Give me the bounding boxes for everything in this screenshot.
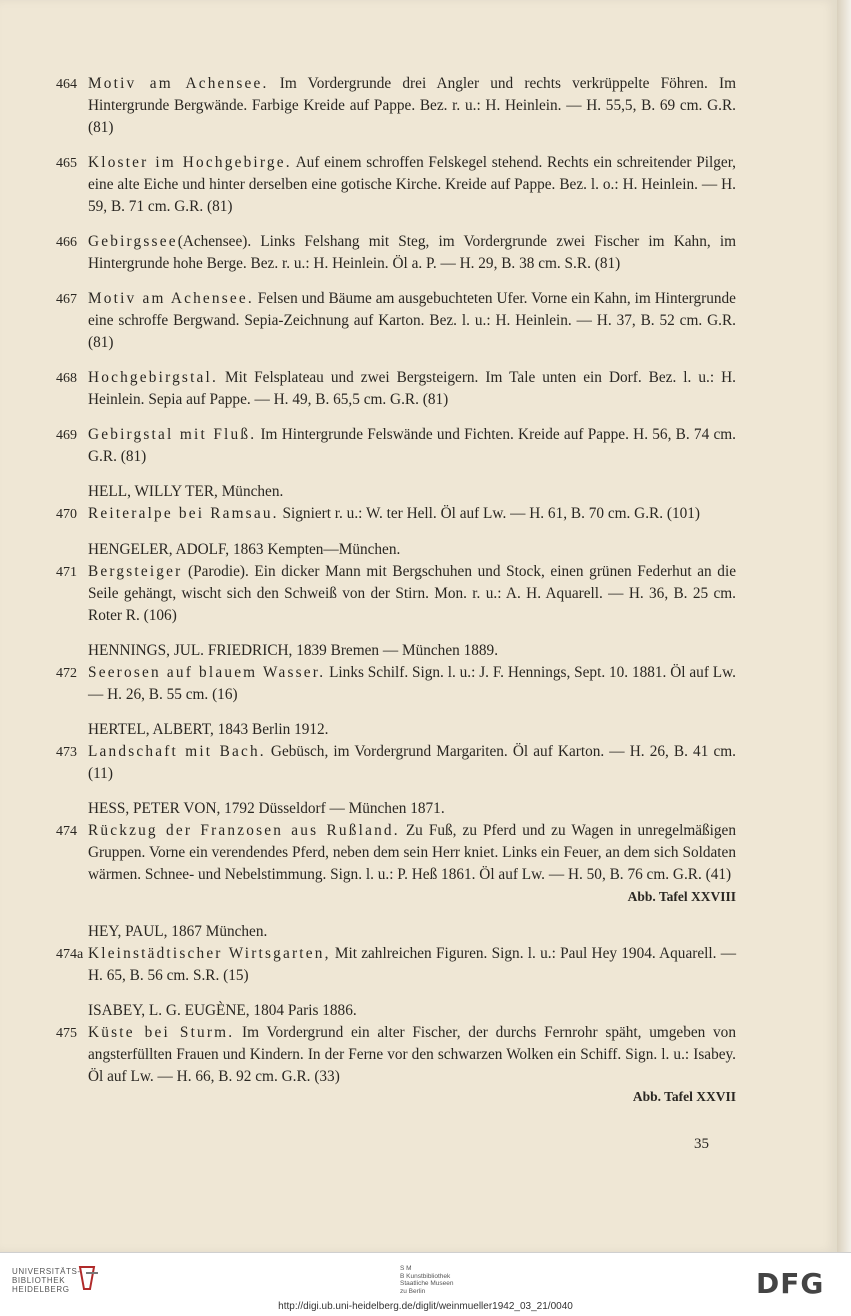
entry-number: 469: [56, 428, 77, 443]
entry-title: Gebirgstal mit Fluß.: [88, 426, 257, 443]
catalog-entry: [56, 288, 736, 354]
entry-text: Links Schilf. Sign. l. u.: J. F. Hennings, Sept. 10. 1881. Öl auf Lw. — H. 26, B. 55 cm. (16): [88, 664, 736, 703]
catalog-entry: [56, 1022, 736, 1108]
catalog-entry: [56, 503, 736, 526]
entry-number: 470: [56, 507, 77, 522]
catalog-entries: [56, 73, 736, 1121]
page-edge: [837, 0, 851, 1252]
entry-number: 475: [56, 1026, 77, 1041]
page-number: 35: [694, 1136, 709, 1152]
entry-title: Hochgebirgstal.: [88, 369, 219, 386]
entry-number: 464: [56, 77, 77, 92]
entry-text: Mit Felsplateau und zwei Bergsteigern. Im Tale unten ein Dorf. Bez. l. u.: H. Heinlein. Sepia auf Pappe. — H. 49, B. 65,5 cm. G.R. (81): [88, 369, 736, 408]
artist-heading: HENGELER, ADOLF, 1863 Kempten—München.: [88, 541, 401, 558]
artist-heading: ISABEY, L. G. EUGÈNE, 1804 Paris 1886.: [88, 1002, 357, 1019]
catalog-entry: [56, 73, 736, 139]
entry-text: Im Vordergrund ein alter Fischer, der durchs Fernrohr späht, umgeben von angsterfüllten Frauen und Kindern. In der Ferne vor den schwarzen Wolken ein Schiff. Sign. l. u.: Isabey. Öl auf Lw. — H. 66, B. 92 cm. G.R. (33): [88, 1024, 736, 1085]
catalog-entry: [56, 152, 736, 218]
kunstbibliothek-logo-text[interactable]: S M B Kunstbibliothek Staatliche Museen zu Berlin: [400, 1265, 454, 1295]
artist-heading: HELL, WILLY TER, München.: [88, 483, 284, 500]
entry-title: Seerosen auf blauem Wasser.: [88, 664, 326, 681]
catalog-entry: [56, 741, 736, 785]
entry-number: 471: [56, 565, 77, 580]
catalog-entry: [56, 662, 736, 706]
entry-text: Mit zahlreichen Figuren. Sign. l. u.: Paul Hey 1904. Aquarell. — H. 65, B. 56 cm. S.R. (15): [88, 945, 736, 984]
artist-heading: HESS, PETER VON, 1792 Düsseldorf — München 1871.: [88, 800, 445, 817]
plate-reference: Abb. Tafel XXVIII: [627, 889, 736, 904]
entry-number: 465: [56, 156, 77, 171]
entry-text: (Parodie). Ein dicker Mann mit Bergschuhen und Stock, einen grünen Federhut an die Seile gehängt, wischt sich den Schweiß von der Stirn. Mon. r. u.: A. H. Aquarell. — H. 36, B. 25 cm. Roter R. (106): [88, 563, 736, 624]
entry-text: Gebüsch, im Vordergrund Margariten. Öl auf Karton. — H. 26, B. 41 cm. (11): [88, 743, 736, 782]
entry-title: Kloster im Hochgebirge.: [88, 154, 292, 171]
entry-number: 467: [56, 292, 77, 307]
entry-text: Zu Fuß, zu Pferd und zu Wagen in unregelmäßigen Gruppen. Vorne ein verendendes Pferd, neben dem sein Herr kniet. Links ein Feuer, an dem sich Soldaten wärmen. Schnee- und Nebelstimmung. Sign. l. u.: P. Heß 1861. Öl auf Lw. — H. 50, B. 76 cm. G.R. (41): [88, 822, 736, 883]
catalog-entry: [56, 561, 736, 627]
catalog-entry: [56, 424, 736, 468]
artist-heading: HENNINGS, JUL. FRIEDRICH, 1839 Bremen — München 1889.: [88, 642, 499, 659]
entry-text: Felsen und Bäume am ausgebuchteten Ufer. Vorne ein Kahn, im Hintergrunde eine schroffe Bergwand. Sepia-Zeichnung auf Karton. Bez. l. u.: H. Heinlein. — H. 37, B. 52 cm. G.R. (81): [88, 290, 736, 351]
catalog-entry: [56, 820, 736, 908]
entry-title: Kleinstädtischer Wirtsgarten,: [88, 945, 331, 962]
artist-heading: HERTEL, ALBERT, 1843 Berlin 1912.: [88, 721, 329, 738]
entry-title: Küste bei Sturm.: [88, 1024, 235, 1041]
dfg-logo[interactable]: DFG: [756, 1267, 825, 1300]
entry-number: 468: [56, 371, 77, 386]
entry-title: Reiteralpe bei Ramsau.: [88, 505, 279, 522]
entry-title: Motiv am Achensee.: [88, 290, 254, 307]
university-library-logo-text[interactable]: UNIVERSITÄTS- BIBLIOTHEK HEIDELBERG: [12, 1267, 81, 1294]
entry-text: Im Vordergrunde drei Angler und rechts verkrüppelte Föhren. Im Hintergrunde Bergwände. Farbige Kreide auf Pappe. Bez. r. u.: H. Heinlein. — H. 55,5, B. 69 cm. G.R. (81): [88, 75, 736, 136]
catalog-entry: [56, 367, 736, 411]
entry-text: Im Hintergrunde Felswände und Fichten. Kreide auf Pappe. H. 56, B. 74 cm. G.R. (81): [88, 426, 736, 465]
catalog-entry: [56, 231, 736, 275]
entry-text: (Achensee). Links Felshang mit Steg, im Vordergrunde zwei Fischer im Kahn, im Hintergrunde hohe Berge. Bez. r. u.: H. Heinlein. Öl a. P. — H. 29, B. 38 cm. S.R. (81): [88, 233, 736, 272]
catalog-entry: [56, 943, 736, 987]
permalink-url[interactable]: http://digi.ub.uni-heidelberg.de/diglit/weinmueller1942_03_21/0040: [278, 1301, 573, 1312]
entry-number: 474: [56, 824, 77, 839]
entry-title: Gebirgssee: [88, 233, 178, 250]
entry-title: Bergsteiger: [88, 563, 183, 580]
plate-reference: Abb. Tafel XXVII: [632, 1089, 736, 1104]
artist-heading: HEY, PAUL, 1867 München.: [88, 923, 268, 940]
entry-text: Signiert r. u.: W. ter Hell. Öl auf Lw. — H. 61, B. 70 cm. G.R. (101): [278, 505, 701, 522]
entry-number: 474a: [56, 947, 84, 962]
entry-text: Auf einem schroffen Felskegel stehend. Rechts ein schreitender Pilger, eine alte Eiche und hinter derselben eine gotische Kirche. Kreide auf Pappe. Bez. l. o.: H. Heinlein. — H. 59, B. 71 cm. G.R. (81): [88, 154, 736, 215]
entry-title: Landschaft mit Bach.: [88, 743, 266, 760]
entry-number: 466: [56, 235, 77, 250]
entry-number: 472: [56, 666, 77, 681]
entry-number: 473: [56, 745, 77, 760]
entry-title: Motiv am Achensee.: [88, 75, 269, 92]
viewer-footer: [0, 1252, 851, 1316]
entry-title: Rückzug der Franzosen aus Rußland.: [88, 822, 400, 839]
university-seal-icon: [76, 1263, 102, 1293]
